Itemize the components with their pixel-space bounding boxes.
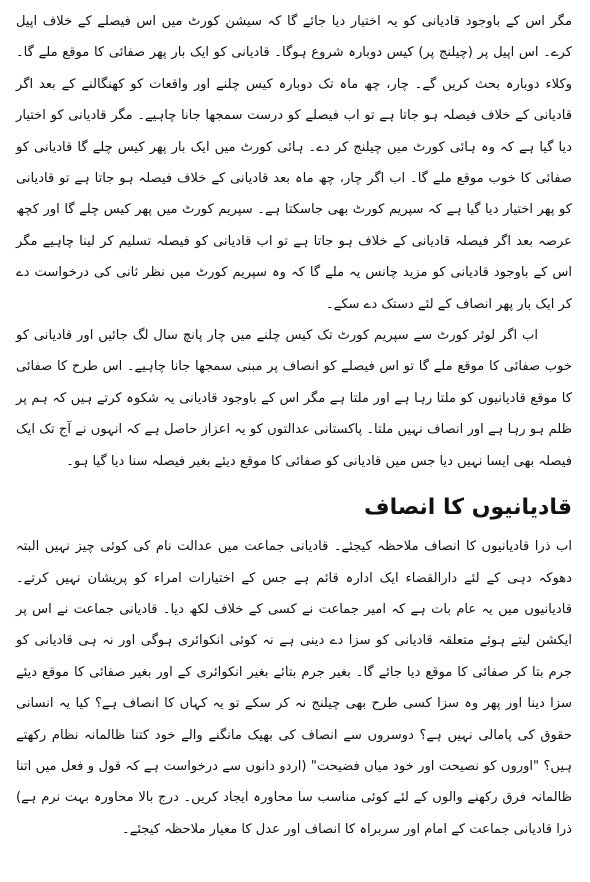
body-paragraph-2: اب اگر لوئر کورٹ سے سپریم کورٹ تک کیس چلنے میں چار پانچ سال لگ جائیں اور قادیانی کو خوب صفائی کا موقع ملے گا تو اس فیصلے کو انصاف پر مبنی سمجھا جانا چاہیے۔ اس طرح کا صفائی کا موقع قادیانیوں کو ملتا رہا ہے اور ملتا ہے مگر اس کے باوجود قادیانی یہ شکوہ کرتے ہیں کہ ہم پر ظلم ہو رہا ہے اور انصاف نہیں ملتا۔ پاکستانی عدالتوں کو یہ اعزاز حاصل ہے کہ انہوں نے آج تک ایک فیصلہ بھی ایسا نہیں دیا جس میں قادیانی کو صفائی کا موقع دیئے بغیر فیصلہ سنا دیا گیا ہو۔	[16, 328, 572, 469]
body-paragraph-1: مگر اس کے باوجود قادیانی کو یہ اختیار دیا جائے گا کہ سیشن کورٹ میں اس فیصلے کے خلاف اپیل کرے۔ اس اپیل پر (چیلنج پر) کیس دوبارہ شروع ہوگا۔ قادیانی کو ایک بار پھر صفائی کا موقع ملے گا۔ وکلاء دوبارہ بحث کریں گے۔ چار، چھ ماہ تک دوبارہ کیس چلنے اور واقعات کو کھنگالنے کے بعد اگر قادیانی کے خلاف فیصلہ ہو جاتا ہے تو اب فیصلے کو درست سمجھا جانا چاہیے۔ مگر قادیانی کو اختیار دیا گیا ہے کہ وہ ہائی کورٹ میں چیلنج کر دے۔ ہائی کورٹ میں ایک بار پھر کیس چلے گا قادیانی کو صفائی کا خوب موقع ملے گا۔ اب اگر چار، چھ ماہ بعد قادیانی کے خلاف فیصلہ ہو جاتا ہے تو قادیانی کو پھر اختیار دیا گیا ہے کہ سپریم کورٹ بھی جاسکتا ہے۔ سپریم کورٹ میں پھر کیس چلے گا اور کچھ عرصہ بعد اگر فیصلہ قادیانی کے خلاف ہو جاتا ہے تو اب قادیانی کو فیصلہ تسلیم کر لینا چاہیے مگر اس کے باوجود قادیانی کو مزید چانس یہ ملے گا کہ وہ سپریم کورٹ میں نظر ثانی کی درخواست دے کر ایک بار پھر انصاف کے لئے دستک دے سکے۔	[16, 14, 572, 312]
section-heading: قادیانیوں کا انصاف	[364, 495, 572, 521]
body-paragraph-3: اب ذرا قادیانیوں کا انصاف ملاحظہ کیجئے۔ قادیانی جماعت میں عدالت نام کی کوئی چیز نہیں البتہ دھوکہ دہی کے لئے دارالقضاء ایک ادارہ قائم ہے جس کے اختیارات امراء کو پریشان نہیں کرتے۔ قادیانیوں میں یہ عام بات ہے کہ امیر جماعت نے کسی کے خلاف لکھ دیا۔ قادیانی جماعت نے اس پر ایکشن لیتے ہوئے متعلقہ قادیانی کو سزا دے دینی ہے نہ کوئی انکوائری ہوگی اور نہ ہی قادیانی کو جرم بتا کر صفائی کا موقع دیا جائے گا۔ بغیر جرم بتائے بغیر انکوائری کے اور بغیر صفائی کا موقع دیئے سزا دینا اور پھر وہ سزا کسی طرح بھی چیلنج نہ کر سکے تو یہ کہاں کا انصاف ہے؟ کیا یہ انسانی حقوق کی پامالی نہیں ہے؟ دوسروں سے انصاف کی بھیک مانگنے والے خود کتنا ظالمانہ نظام رکھتے ہیں؟ "اوروں کو نصیحت اور خود میاں فضیحت" (اردو دانوں سے درخواست ہے کہ قول و فعل میں اتنا ظالمانہ فرق رکھنے والوں کے لئے کوئی مناسب سا محاورہ ایجاد کریں۔ درج بالا محاورہ بہت نرم ہے) ذرا قادیانی جماعت کے امام اور سربراہ کا انصاف اور عدل کا معیار ملاحظہ کیجئے۔	[16, 539, 572, 837]
